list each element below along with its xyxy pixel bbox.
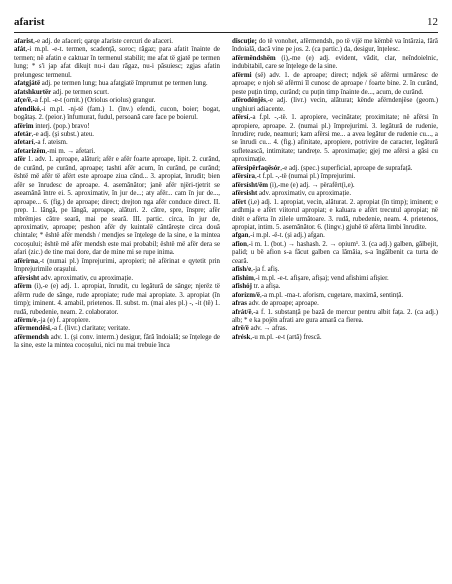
dictionary-entry: afërm (i),-e (e) adj. 1. apropiat, înrudit, cu legătură de sânge; njerëz të afërm rude de sânge, rude apropiate; rude mai apropiate. 3. apropiat (în timp); iminent. 4. amabil, prietenos. II. subst. m. (mai ales pl.) -, -it (të) 1. rudă, rubedenie, neam. 2. colaborator.	[14, 283, 220, 316]
dictionary-entry: afërsisht adv. aproximativ, cu aproximație.	[232, 190, 352, 198]
dictionary-entry: afát,-i m.pl. -e-t. termen, scadenţă, soroc; răgaz; para afatit înainte de termen; në afatin e caktuar în termenul stabilit; me afat të gjatë pe termen lung; * s'i jap afat dikujt nu-i dau răgaz, nu-i păsuiesc; zgjas afatin prelungesc termenul.	[14, 46, 220, 79]
dictionary-entry: afërmendësi,-a f. (livr.) claritate; veritate.	[14, 325, 130, 333]
running-headword: afarist	[14, 16, 45, 28]
dictionary-entry: afërsíra,-t f.pl. -,-të (numai pl.) împrejurimi.	[232, 173, 356, 181]
dictionary-entry: afërodénjës,-e adj. (livr.) vecin, alăturat; kënde afërndenjëse (geom.) unghiuri adiacente.	[232, 97, 438, 113]
dictionary-entry: afërmëndshëm (i),-me (e) adj. evident, vădit, clar, neîndoielnic, indubitabil, care se înțelege de la sine.	[232, 54, 438, 71]
dictionary-entry: afatshkurtër adj. pe termen scurt.	[14, 88, 109, 96]
dictionary-entry: afërim interj. (pop.) bravo!	[14, 122, 90, 130]
dictionary-page	[14, 14, 438, 574]
dictionary-entry: afarist,-e adj. de afaceri; qarqe afariste cercuri de afaceri.	[14, 38, 173, 45]
dictionary-entry: afish/e,-ja f. afiș.	[232, 266, 280, 274]
dictionary-entry: afion,-i m. 1. (bot.) → hashash. 2. → opium¹. 3. (ca adj.) galben, gălbejit, palid; u bë afion s-a făcut galben ca lămâia, s-a îngălbenit ca turta de ceară.	[232, 240, 438, 265]
dictionary-entry: afendikó,-i m.pl. -nj-të (fam.) 1. (înv.) efendi, cucon, boier; bogat, bogătaș. 2. (peior.) înfumurat, fudul, persoană care face pe boierul.	[14, 105, 220, 122]
dictionary-entry: afërsipërfaqësór,-e adj. (spec.) superficial, aproape de suprafață.	[232, 164, 413, 172]
dictionary-entry: aforízm/ë,-a m.pl. -ma-t. aforism, cugetare, maximă, sentință.	[232, 291, 404, 299]
dictionary-entry: afërsí,-a f.pl. -,-të. 1. apropiere, vecinătate; proximitate; në afërsi în apropiere, aproape. 2. (numai pl.) împrejurimi. 3. legătură de rudenie, înrudire; rude, neamuri; kam afërsi me... a avea legătur de rudenie cu..., a se înrudi cu... 4. (fig.) afinitate, apropiere, potrivire de caracter, legătură sufletească, intimitate; tandrețe. 5. aproximație; gjej me afërsi a găsi cu aproximație.	[232, 114, 438, 164]
dictionary-entry: afrë/ë adv. → afras.	[232, 325, 288, 333]
dictionary-entry: afetarizëm,-mi m. → afetari.	[14, 147, 96, 155]
dictionary-entry: afërt (i,e) adj. 1. apropiat, vecin, alăturat. 2. apropiat (în timp); iminent; e ardhmja e afërt viitorul apropiat; e kaluara e afërt trecutul apropiat; në ditët e afërta în zilele următoare. 3. rudă, rubedenie, neam. 4. prietenos, apropiat, intim. 5. asemănător. 6. (lingv.) gjuhë të afërta limbi înrudite.	[232, 198, 438, 231]
dictionary-entry: afras adv. de aproape; aproape.	[232, 300, 319, 308]
page-header	[14, 14, 438, 33]
dictionary-entry: afetár,-e adj. (și subst.) ateu.	[14, 130, 94, 138]
page-number: 12	[427, 16, 438, 28]
dictionary-entry: afërm/e,-ja (e) f. apropiere.	[14, 316, 91, 324]
dictionary-entry: afishój tr. a afișa.	[232, 283, 281, 291]
dictionary-entry: afrésk,-u m.pl. -e-t (artă) frescă.	[232, 333, 322, 341]
dictionary-entry: afërírna,-t (numai pl.) împrejurimi, apropieri; në afërinat e qytetit prin împrejurimile orașului.	[14, 257, 220, 274]
text-columns	[14, 38, 438, 574]
dictionary-entry: afërmi (së) adv. 1. de aproape; direct; ndjek së afërmi urmăresc de aproape; e njoh së afërmi îl cunosc de aproape / foarte bine. 2. în curând, peste puțin timp, curând; cu puțin timp înainte de..., acum, de curând.	[232, 71, 438, 96]
dictionary-entry: afçe/ë,-a f.pl. -e-t (ornit.) (Oriolus oriolus) grangur.	[14, 97, 156, 105]
right-column	[232, 38, 438, 574]
dictionary-entry: afrát/ë,-a f. 1. substanță pe bază de mercur pentru albit fața. 2. (ca adj.) alb; * e ka pojën afrati are gura amară ca fierea.	[232, 308, 438, 324]
dictionary-entry: afatgjátë adj. pe termen lung; hua afatgjatë împrumut pe termen lung.	[14, 80, 208, 88]
dictionary-entry: afetarí,-a f. ateism.	[14, 139, 68, 147]
dictionary-entry: afërsísht/ëm (i),-me (e) adj. → përafërt(i,e).	[232, 181, 355, 189]
left-column	[14, 38, 220, 574]
dictionary-entry: afishim,-i m.pl. -e-t. afișare, afișaj; vend afishimi afișier.	[232, 274, 389, 282]
dictionary-entry: afërsisht adv. aproximativ, cu aproximație.	[14, 274, 134, 282]
dictionary-entry: afërmendsh adv. 1. (și conv. interm.) desigur, fără îndoială; se înțelege de la sine, este la mintea cocoșului, nici nu mai trebuie înca	[14, 333, 220, 350]
dictionary-entry: afgan,-i m.pl. -ë-t. (și adj.) afgan.	[232, 232, 325, 240]
dictionary-entry: afër 1. adv. 1. aproape, alături; afër e afër foarte aproape, lipit. 2. curând, de curând, pe curând, aproape; tashti afër acum, în curând, pe curând; është më afër të afërt este aproape ziua când... 3. apropiat, înrudit; bien afër se înrudesc de aproape. 4. asemănător; janë afër njëri-tjetrit se aseamănă între ei. 5. aproximativ, în jur de...; aty afër... cam în jur de..., aproape... 6. (fig.) de aproape; direct; drejton nga afër conduce direct. II. prep. 1. lângă, pe lângă, aproape, alături. 2. către, spre, înspre; afër mbrëmjes către seară, mai pe seară. III. partic. circa, în jur de, aproximativ, aproape; peshon afër dy kuintalë cântărește circa două chintale; * është afër mendsh / mendjes se înțelege de la sine, e la mintea cocoșului; është më afër mendsh este mai probabil; është më afër dera se afari (zic.) de tine mai dore, dar de mine mi se rupe inima.	[14, 156, 220, 257]
dictionary-entry: discuție; do të vonohet, afërmendsh, po të vijë me këmbë va întârzia, fără îndoială, dacă vine pe jos. 2. (ca partic.) da, desigur, înțelesc.	[232, 38, 438, 54]
